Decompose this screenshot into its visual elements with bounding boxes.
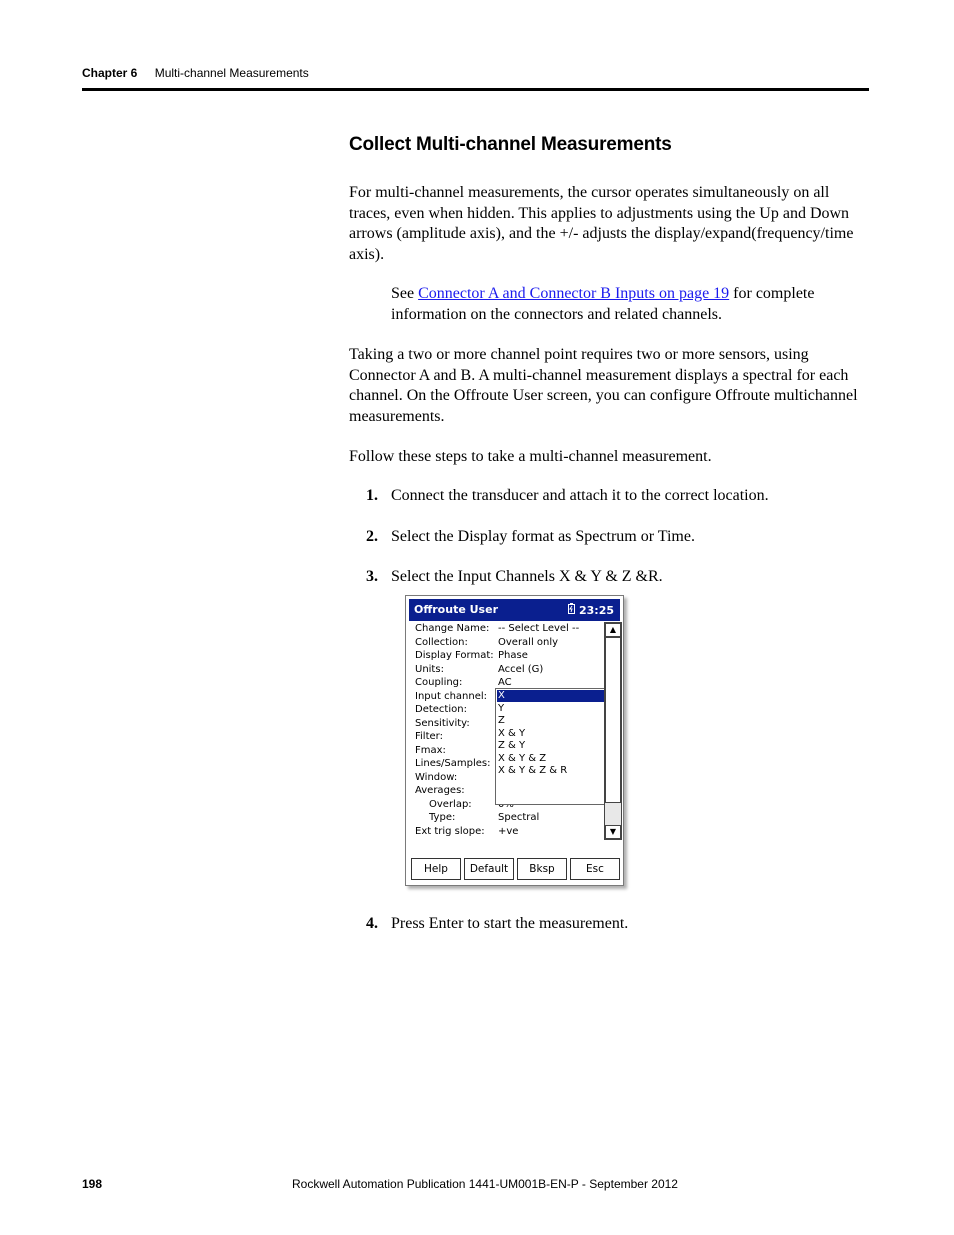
step-3 xyxy=(366,568,663,586)
device-title-bar xyxy=(409,599,620,621)
field-label: Change Name: xyxy=(415,623,490,634)
cross-reference-link[interactable]: Connector A and Connector B Inputs on page 19 xyxy=(418,285,730,302)
field-label: Display Format: xyxy=(415,650,494,661)
input-channel-dropdown[interactable] xyxy=(495,688,605,805)
section-label: Multi-channel Measurements xyxy=(154,66,309,80)
backspace-button[interactable]: Bksp xyxy=(517,858,567,880)
step-number: 2. xyxy=(366,528,378,545)
dropdown-option[interactable]: X & Y & Z xyxy=(498,752,547,764)
field-label: Detection: xyxy=(415,704,467,715)
device-clock: 23:25 xyxy=(578,604,614,617)
field-label: Overlap: xyxy=(429,798,472,810)
scroll-thumb[interactable] xyxy=(605,637,621,803)
step-number: 1. xyxy=(366,487,378,504)
note-suffix: for complete information on the connectors and related channels. xyxy=(391,285,815,323)
dropdown-option[interactable]: X & Y & Z & R xyxy=(498,765,568,776)
dropdown-option[interactable]: X & Y xyxy=(498,727,526,739)
running-header xyxy=(82,66,309,80)
step-1 xyxy=(366,487,769,505)
page-title: Collect Multi-channel Measurements xyxy=(349,134,672,155)
field-label: Lines/Samples: xyxy=(415,758,491,769)
field-value: +ve xyxy=(498,825,519,837)
dropdown-option-selected[interactable]: X xyxy=(497,690,604,702)
publication-footer: Rockwell Automation Publication 1441-UM001B-EN-P - September 2012 xyxy=(292,1177,678,1191)
step-text: Press Enter to start the measurement. xyxy=(391,915,629,932)
page-number: 198 xyxy=(82,1177,103,1191)
field-label: Collection: xyxy=(415,636,468,648)
field-label: Sensitivity: xyxy=(415,717,470,729)
steps-intro: Follow these steps to take a multi-channel measurement. xyxy=(349,448,712,465)
intro-paragraph: For multi-channel measurements, the cursor operates simultaneously on all traces, even when hidden. This applies to adjustments using the Up and Down arrows (amplitude axis), and the +/- adjusts the display/expand(frequency/time axis). xyxy=(349,184,854,263)
field-label: Units: xyxy=(415,663,444,675)
default-button[interactable]: Default xyxy=(464,858,514,880)
device-status xyxy=(568,603,614,617)
step-text: Select the Input Channels X & Y & Z &R. xyxy=(391,568,663,585)
field-value: -- Select Level -- xyxy=(498,623,580,634)
field-label: Coupling: xyxy=(415,677,463,688)
step-number: 4. xyxy=(366,915,378,932)
step-text: Connect the transducer and attach it to the correct location. xyxy=(391,487,769,504)
reference-note xyxy=(391,284,861,325)
scroll-up-arrow-icon[interactable]: ▲ xyxy=(605,623,621,637)
header-rule xyxy=(82,88,869,91)
battery-icon xyxy=(568,603,575,617)
step-4 xyxy=(366,915,628,933)
field-value: Phase xyxy=(498,650,528,661)
field-value: AC xyxy=(498,677,512,688)
step-2 xyxy=(366,528,695,546)
dropdown-option[interactable]: Y xyxy=(498,702,505,714)
field-value: Spectral xyxy=(498,812,540,823)
device-button-bar xyxy=(409,858,620,880)
vertical-scrollbar[interactable] xyxy=(604,622,622,840)
sensors-paragraph: Taking a two or more channel point requires two or more sensors, using Connector A and B. A multi-channel measurement displays a spectral for each channel. On the Offroute User screen, you can configure Offroute multichannel measurements. xyxy=(349,346,858,425)
note-prefix: See xyxy=(391,285,419,302)
settings-form xyxy=(409,622,605,848)
field-label: Type: xyxy=(429,812,456,823)
field-label: Averages: xyxy=(415,785,465,796)
field-value: Accel (G) xyxy=(498,663,544,675)
step-number: 3. xyxy=(366,568,378,585)
field-label: Ext trig slope: xyxy=(415,825,485,837)
chapter-label: Chapter 6 xyxy=(82,66,138,80)
field-label: Input channel: xyxy=(415,690,488,702)
dropdown-option[interactable]: Z xyxy=(498,715,505,726)
offroute-user-screenshot xyxy=(405,595,624,886)
step-text: Select the Display format as Spectrum or Time. xyxy=(391,528,695,545)
scroll-down-arrow-icon[interactable]: ▼ xyxy=(605,825,621,839)
dropdown-option[interactable]: Z & Y xyxy=(498,740,526,751)
field-value: Overall only xyxy=(498,636,559,648)
field-label: Window: xyxy=(415,771,458,783)
device-title: Offroute User xyxy=(414,603,498,616)
field-label: Filter: xyxy=(415,731,443,742)
field-label: Fmax: xyxy=(415,744,446,756)
escape-button[interactable]: Esc xyxy=(570,858,620,880)
help-button[interactable]: Help xyxy=(411,858,461,880)
